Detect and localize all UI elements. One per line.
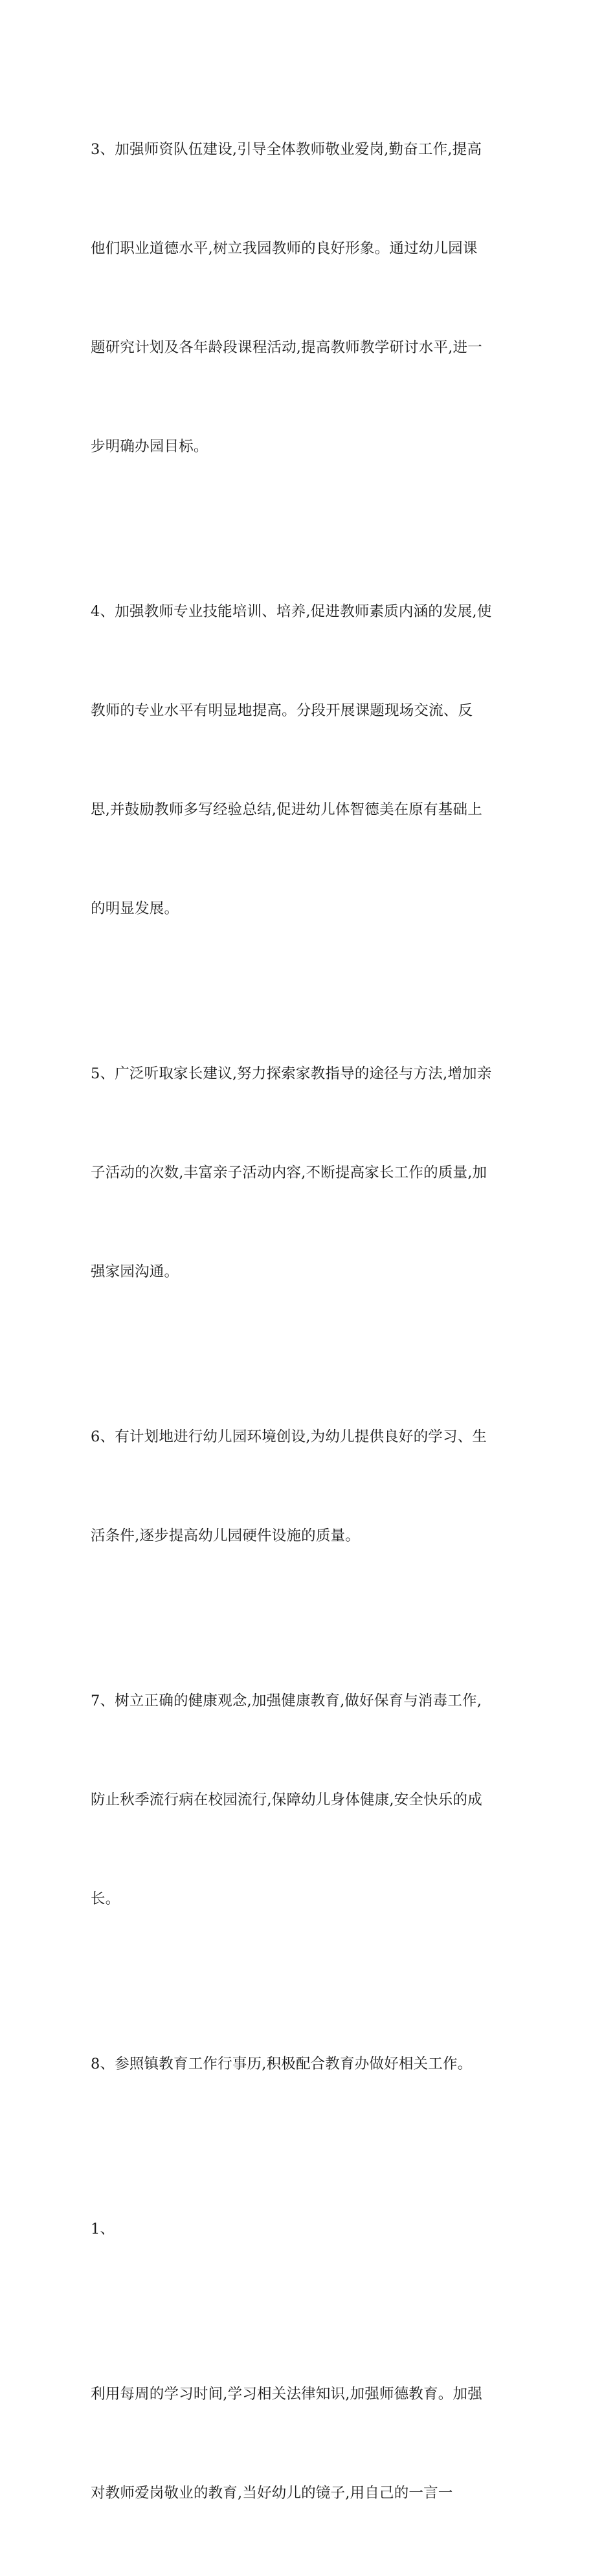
text-line: 思,并鼓励教师多写经验总结,促进幼儿体智德美在原有基础上	[91, 801, 482, 818]
paragraph-item-3	[91, 67, 531, 529]
text-line: 6、有计划地进行幼儿园环境创设,为幼儿提供良好的学习、生	[91, 1428, 487, 1445]
text-line: 3、加强师资队伍建设,引导全体教师敬业爱岗,勤奋工作,提高	[91, 141, 482, 158]
text-line: 对教师爱岗敬业的教育,当好幼儿的镜子,用自己的一言一	[91, 2485, 453, 2502]
text-line: 活条件,逐步提高幼儿园硬件设施的质量。	[91, 1527, 360, 1544]
paragraph-item-4	[91, 529, 531, 992]
text-line: 长。	[91, 1891, 120, 1907]
text-line: 子活动的次数,丰富亲子活动内容,不断提高家长工作的质量,加	[91, 1164, 487, 1181]
paragraph-item-1-heading	[91, 2147, 531, 2312]
paragraph-item-8	[91, 1982, 531, 2147]
text-line: 1、	[91, 2221, 115, 2237]
text-line: 利用每周的学习时间,学习相关法律知识,加强师德教育。加强	[91, 2386, 482, 2403]
paragraph-item-7	[91, 1619, 531, 1982]
text-line: 教师的专业水平有明显地提高。分段开展课题现场交流、反	[91, 702, 473, 719]
paragraph-item-6	[91, 1355, 531, 1619]
paragraph-item-5	[91, 992, 531, 1355]
text-line: 8、参照镇教育工作行事历,积极配合教育办做好相关工作。	[91, 2056, 473, 2072]
text-line: 4、加强教师专业技能培训、培养,促进教师素质内涵的发展,使	[91, 603, 492, 620]
document-body	[91, 67, 531, 2576]
text-line: 防止秋季流行病在校园流行,保障幼儿身体健康,安全快乐的成	[91, 1792, 482, 1808]
text-line: 题研究计划及各年龄段课程活动,提高教师教学研讨水平,进一	[91, 339, 482, 356]
text-line: 他们职业道德水平,树立我园教师的良好形象。通过幼儿园课	[91, 240, 478, 257]
text-line: 5、广泛听取家长建议,努力探索家教指导的途径与方法,增加亲	[91, 1065, 492, 1082]
text-line: 步明确办园目标。	[91, 438, 208, 455]
text-line: 强家园沟通。	[91, 1263, 179, 1280]
paragraph-item-1-body	[91, 2312, 531, 2576]
text-line: 7、树立正确的健康观念,加强健康教育,做好保育与消毒工作,	[91, 1693, 482, 1709]
text-line: 的明显发展。	[91, 900, 179, 917]
